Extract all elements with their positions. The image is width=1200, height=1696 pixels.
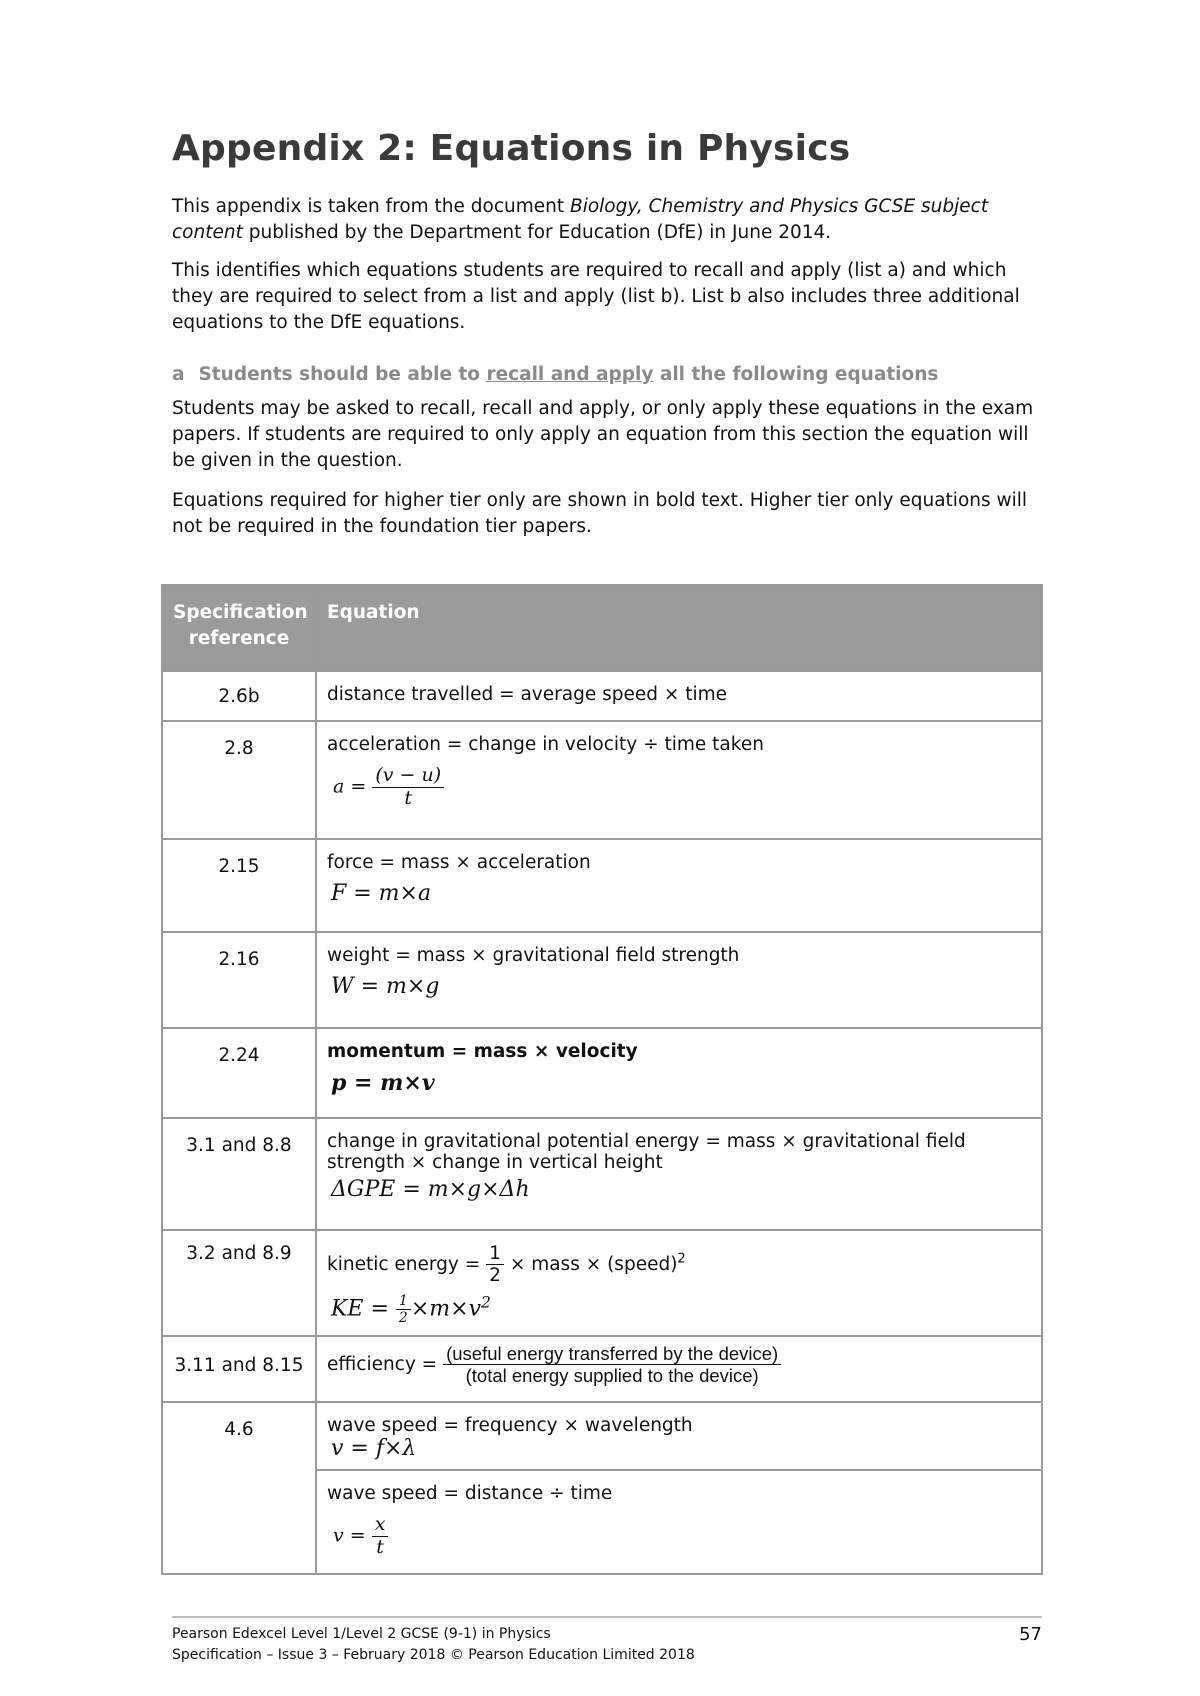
fraction-denominator: t <box>376 1535 384 1558</box>
spec-reference: 4.6 <box>162 1402 316 1574</box>
equation-formula <box>333 1514 1031 1559</box>
equation-text: force = mass × acceleration <box>327 852 591 873</box>
fraction-denominator: t <box>404 786 413 809</box>
footer-divider <box>172 1616 1042 1618</box>
equation-formula: v = f×λ <box>331 1436 417 1461</box>
equation-cell <box>316 1118 1042 1230</box>
intro-text-b: published by the Department for Education (DfE) in June 2014. <box>242 222 832 243</box>
fraction-denominator: (total energy supplied to the device) <box>465 1365 759 1387</box>
equation-text <box>327 1243 1031 1287</box>
equation-formula <box>333 765 1031 810</box>
header-spec-reference: Specification reference <box>162 585 316 671</box>
fraction-numerator: 1 <box>396 1293 411 1310</box>
section-a-paragraph-1: Students may be asked to recall, recall and apply, or only apply these equations in the exam papers. If students are required to only apply an equation from this section the equation will be given in the question. <box>172 398 1034 471</box>
section-heading-post: all the following equations <box>653 364 939 385</box>
document-title-italic: Biology, Chemistry and Physics GCSE subject content <box>172 196 989 243</box>
page-footer <box>172 1624 1042 1666</box>
equation-cell <box>316 1028 1042 1118</box>
table-row <box>162 1336 1042 1402</box>
formula-fraction <box>372 765 444 810</box>
header-equation: Equation <box>316 585 1042 671</box>
fraction-numerator: 1 <box>486 1243 504 1265</box>
footer-line-2: Specification – Issue 3 – February 2018 © Pearson Education Limited 2018 <box>172 1647 695 1663</box>
page-title: Appendix 2: Equations in Physics <box>172 128 851 169</box>
equation-cell <box>316 1402 1042 1470</box>
table-row <box>162 1028 1042 1118</box>
formula-fraction <box>372 1514 389 1559</box>
fraction-denominator: 2 <box>398 1309 408 1326</box>
equation-cell <box>316 671 1042 721</box>
equation-formula: p = m×v <box>331 1070 435 1096</box>
equation-text: weight = mass × gravitational field strength <box>327 945 740 966</box>
section-letter: a <box>172 364 185 385</box>
fraction-denominator: 2 <box>489 1265 501 1287</box>
equation-text: momentum = mass × velocity <box>327 1041 638 1062</box>
equation-text-pre: efficiency = <box>327 1353 444 1375</box>
footer-line-1: Pearson Edexcel Level 1/Level 2 GCSE (9-1) in Physics <box>172 1626 551 1642</box>
spec-reference: 3.2 and 8.9 <box>162 1230 316 1336</box>
half-fraction <box>396 1293 411 1326</box>
equation-cell <box>316 839 1042 932</box>
equation-cell <box>316 932 1042 1028</box>
equation-formula <box>331 1293 1031 1326</box>
spec-reference: 2.6b <box>162 671 316 721</box>
section-heading-pre: Students should be able to <box>198 364 487 385</box>
equation-cell <box>316 1470 1042 1574</box>
intro-paragraph-2: This identifies which equations students are required to recall and apply (list a) and which they are required to select from a list and apply (list b). List b also includes three additional equations to the DfE equations. <box>172 260 1020 333</box>
equation-formula: F = m×a <box>331 881 432 906</box>
half-fraction <box>486 1243 504 1287</box>
equation-text: wave speed = distance ÷ time <box>327 1483 613 1504</box>
fraction-numerator: x <box>372 1514 389 1537</box>
intro-text-a: This appendix is taken from the document <box>172 196 571 217</box>
table-row <box>162 1118 1042 1230</box>
table-row <box>162 1402 1042 1470</box>
equation-text: change in gravitational potential energy = mass × gravitational field strength × change in vertical height <box>327 1131 966 1173</box>
intro-paragraph-1 <box>172 194 1042 246</box>
formula-rhs: ×m×v <box>410 1296 482 1322</box>
section-a-paragraph-2: Equations required for higher tier only are shown in bold text. Higher tier only equations will not be required in the foundation tier papers. <box>172 490 1028 537</box>
page-number: 57 <box>1019 1624 1042 1645</box>
efficiency-fraction <box>443 1343 781 1387</box>
section-heading-underlined: recall and apply <box>486 364 654 385</box>
formula-lhs: KE = <box>331 1296 396 1322</box>
equation-text: acceleration = change in velocity ÷ time taken <box>327 734 764 755</box>
equation-text-pre: kinetic energy = <box>327 1253 487 1275</box>
equation-formula: W = m×g <box>331 974 440 999</box>
superscript: 2 <box>677 1251 686 1267</box>
table-row <box>162 721 1042 839</box>
equation-cell <box>316 1230 1042 1336</box>
table-row <box>162 1230 1042 1336</box>
equation-cell <box>316 721 1042 839</box>
fraction-numerator: (v − u) <box>372 765 444 788</box>
formula-lhs: a = <box>333 775 367 798</box>
table-row <box>162 839 1042 932</box>
table-row <box>162 932 1042 1028</box>
table-header-row <box>162 585 1042 671</box>
superscript: 2 <box>481 1292 491 1311</box>
equation-formula: ΔGPE = m×g×Δh <box>331 1177 530 1202</box>
spec-reference: 2.15 <box>162 839 316 932</box>
fraction-numerator: (useful energy transferred by the device) <box>443 1343 781 1365</box>
equation-text: wave speed = frequency × wavelength <box>327 1415 693 1436</box>
spec-reference: 3.11 and 8.15 <box>162 1336 316 1402</box>
equation-cell <box>316 1336 1042 1402</box>
equation-text: distance travelled = average speed × time <box>327 684 728 705</box>
table-row <box>162 671 1042 721</box>
spec-reference: 2.24 <box>162 1028 316 1118</box>
section-a-heading <box>172 364 938 385</box>
equation-text-post: × mass × (speed) <box>509 1253 678 1275</box>
spec-reference: 2.16 <box>162 932 316 1028</box>
spec-reference: 3.1 and 8.8 <box>162 1118 316 1230</box>
formula-lhs: v = <box>333 1524 366 1547</box>
equations-table <box>161 584 1043 1575</box>
spec-reference: 2.8 <box>162 721 316 839</box>
